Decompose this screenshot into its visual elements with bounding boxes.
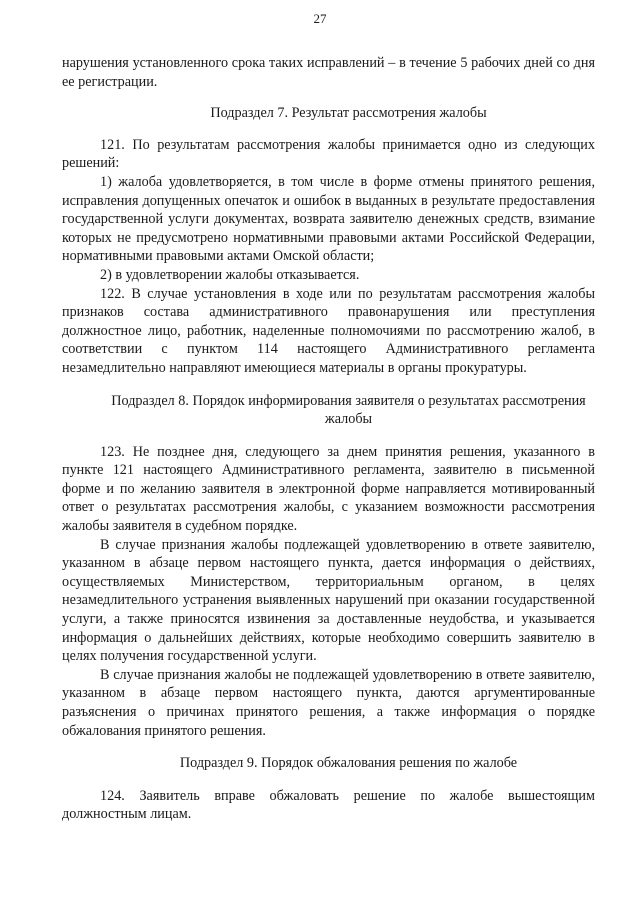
- page-number: 27: [313, 11, 327, 26]
- paragraph-121: 121. По результатам рассмотрения жалобы принимается одно из следующих решений:: [62, 136, 595, 172]
- section-heading-7: Подраздел 7. Результат рассмотрения жалобы: [210, 105, 487, 122]
- paragraph-123-part-2: В случае признания жалобы подлежащей удовлетворению в ответе заявителю, указанном в абзаце первом настоящего пункта, дается информация о действиях, осуществляемых Министерством, территориальным органом, в целях незамедлительного устранения выявленных нарушений при оказании государственной услуги, а также приносятся извинения за доставленные неудобства, и указывается информация о дальнейших действиях, которые необходимо совершить заявителю в целях получения государственной услуги.: [62, 536, 595, 665]
- paragraph-123-part-3: В случае признания жалобы не подлежащей удовлетворению в ответе заявителю, указанном в абзаце первом настоящего пункта, даются аргументированные разъяснения о причинах принятого решения, а также информация о порядке обжалования принятого решения.: [62, 666, 595, 739]
- paragraph-121-item-2: 2) в удовлетворении жалобы отказывается.: [100, 266, 360, 283]
- paragraph-121-item-1: 1) жалоба удовлетворяется, в том числе в форме отмены принятого решения, исправления допущенных опечаток и ошибок в выданных в результате предоставления государственной услуги документах, возврата заявителю денежных средств, взимание которых не предусмотрено нормативными правовыми актами Российской Федерации, нормативными правовыми актами Омской области;: [62, 173, 595, 265]
- document-body: [62, 54, 595, 824]
- paragraph-123: 123. Не позднее дня, следующего за днем принятия решения, указанного в пункте 121 настоящего Административного регламента, заявителю в письменной форме и по желанию заявителя в электронной форме направляется мотивированный ответ о результатах рассмотрения жалобы, с указанием возможности рассмотрения жалобы заявителя в судебном порядке.: [62, 443, 595, 535]
- paragraph-122: 122. В случае установления в ходе или по результатам рассмотрения жалобы признаков состава административного правонарушения или преступления должностное лицо, работник, наделенные полномочиями по рассмотрению жалоб, в соответствии с пунктом 114 настоящего Административного регламента незамедлительно направляют имеющиеся материалы в органы прокуратуры.: [62, 285, 595, 376]
- paragraph-continuation: нарушения установленного срока таких исправлений – в течение 5 рабочих дней со дня ее регистрации.: [62, 55, 595, 90]
- paragraph-124: 124. Заявитель вправе обжаловать решение по жалобе вышестоящим должностным лицам.: [62, 787, 595, 823]
- section-heading-9: Подраздел 9. Порядок обжалования решения по жалобе: [179, 755, 518, 772]
- section-heading-8: Подраздел 8. Порядок информирования заявителя о результатах рассмотрения жалобы: [111, 392, 586, 428]
